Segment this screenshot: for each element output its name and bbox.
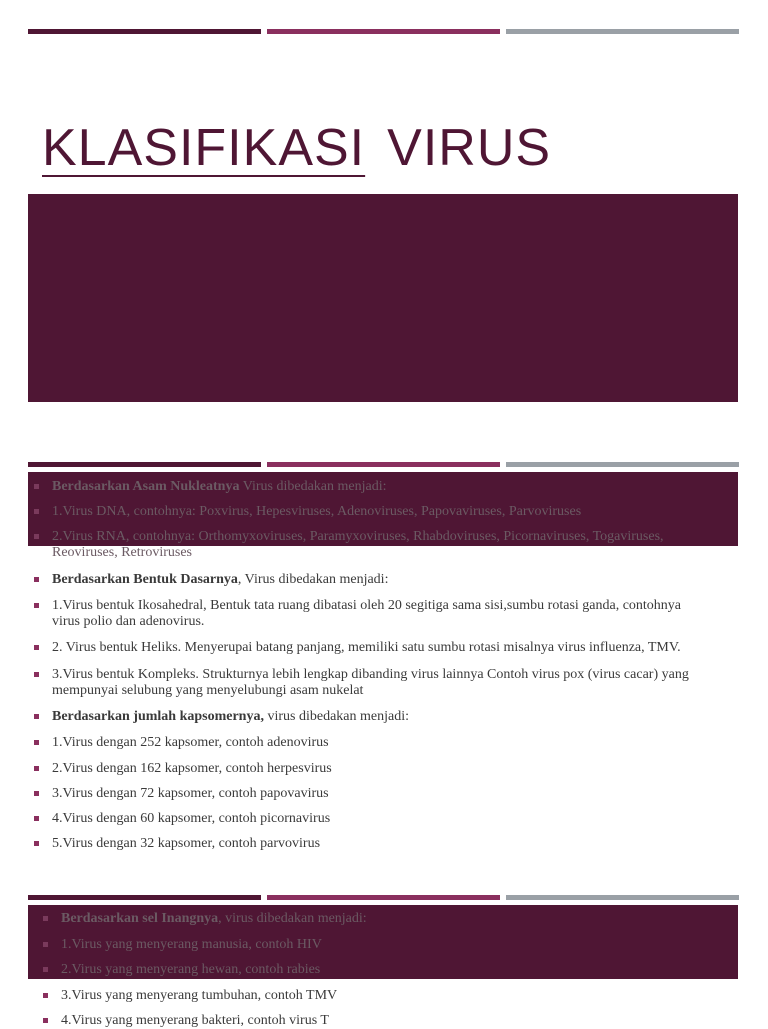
list-item: 3.Virus dengan 72 kapsomer, contoh papovavirus [28,786,712,802]
list-item: 1.Virus DNA, contohnya: Poxvirus, Hepesviruses, Adenoviruses, Papovaviruses, Parvoviruses [28,504,712,520]
list-item: 2.Virus RNA, contohnya: Orthomyxoviruses, Paramyxoviruses, Rhabdoviruses, Picornaviruses, Togaviruses, Reoviruses, Retroviruses [28,529,712,561]
title-word-2: VIRUS [387,119,552,177]
slide-title [42,118,551,178]
list-item: 1.Virus dengan 252 kapsomer, contoh adenovirus [28,735,712,751]
accent-bar-dark [28,895,261,900]
list-item: 1.Virus yang menyerang manusia, contoh HIV [37,937,721,953]
accent-bar-dark [28,29,261,34]
title-banner [28,194,738,402]
accent-bar-magenta [267,895,500,900]
list-item: 2.Virus dengan 162 kapsomer, contoh herpesvirus [28,761,712,777]
list-item: Berdasarkan Asam Nukleatnya Virus dibedakan menjadi: [28,479,712,495]
accent-bar-magenta [267,29,500,34]
list-item: 3.Virus bentuk Kompleks. Strukturnya lebih lengkap dibanding virus lainnya Contoh virus pox (virus cacar) yang mempunyai selubung yang menyelubungi asam nukelat [28,667,712,699]
title-word-1: KLASIFIKASI [42,119,366,177]
list-item: 1.Virus bentuk Ikosahedral, Bentuk tata ruang dibatasi oleh 20 segitiga sama sisi,sumbu rotasi ganda, contohnya virus polio dan adenovirus. [28,598,712,630]
accent-bar-dark [28,462,261,467]
list-item: 4.Virus yang menyerang bakteri, contoh virus T [37,1013,721,1029]
accent-bar-gray [506,462,739,467]
list-item: Berdasarkan jumlah kapsomernya, virus dibedakan menjadi: [28,709,712,725]
accent-bar-gray [506,29,739,34]
list-item: 2.Virus yang menyerang hewan, contoh rabies [37,962,721,978]
list-item: Berdasarkan sel Inangnya, virus dibedakan menjadi: [37,911,721,927]
list-item: Berdasarkan Bentuk Dasarnya, Virus dibedakan menjadi: [28,572,712,588]
accent-bar-gray [506,895,739,900]
list-item: 4.Virus dengan 60 kapsomer, contoh picornavirus [28,811,712,827]
list-item: 2. Virus bentuk Heliks. Menyerupai batang panjang, memiliki satu sumbu rotasi misalnya virus influenza, TMV. [28,640,712,656]
accent-bar-magenta [267,462,500,467]
list-item: 5.Virus dengan 32 kapsomer, contoh parvovirus [28,836,712,852]
list-item: 3.Virus yang menyerang tumbuhan, contoh TMV [37,988,721,1004]
